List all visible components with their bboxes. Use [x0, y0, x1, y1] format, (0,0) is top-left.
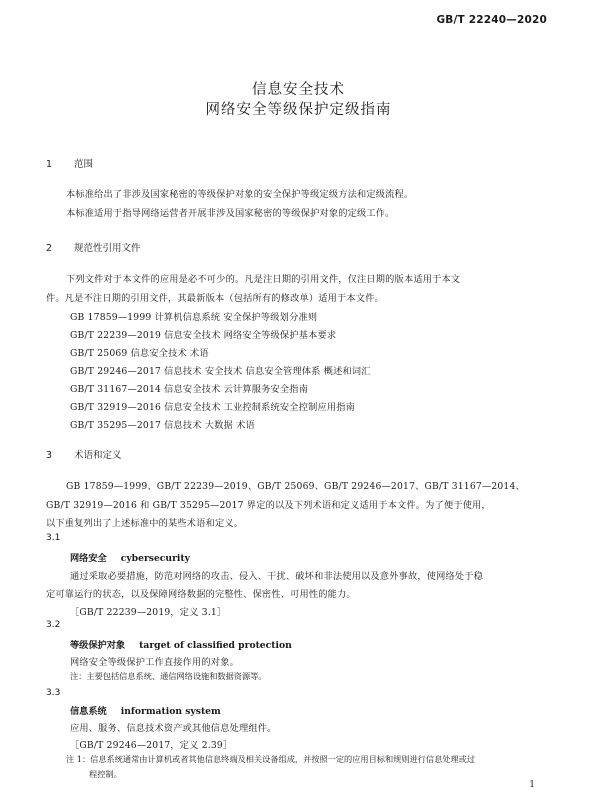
- section-number: 1: [46, 159, 53, 170]
- reference-item: GB 17859—1999 计算机信息系统 安全保护等级划分准则: [70, 312, 318, 323]
- title-line-2: 网络安全等级保护定级指南: [205, 102, 392, 118]
- paragraph: 以下重复列出了上述标准中的某些术语和定义。: [46, 518, 244, 529]
- reference-item: GB/T 35295—2017 信息技术 大数据 术语: [70, 420, 255, 431]
- reference-item: GB/T 25069 信息安全技术 术语: [70, 348, 209, 359]
- reference-item: GB/T 22239—2019 信息安全技术 网络安全等级保护基本要求: [70, 330, 337, 341]
- term-zh: 等级保护对象: [70, 640, 126, 651]
- term-en: information system: [120, 706, 221, 717]
- section-1-heading: [46, 156, 93, 170]
- section-title: 规范性引用文件: [74, 243, 141, 254]
- paragraph: GB 17859—1999、GB/T 22239—2019、GB/T 25069、GB/T 29246—2017、GB/T 31167—2014、: [66, 481, 525, 492]
- term-en: target of classified protection: [139, 640, 292, 651]
- paragraph: 件。凡是不注日期的引用文件，其最新版本（包括所有的修改单）适用于本文件。: [46, 293, 384, 304]
- term-source: ［GB/T 22239—2019，定义 3.1］: [70, 607, 227, 618]
- paragraph: 下列文件对于本文件的应用是必不可少的。凡是注日期的引用文件，仅注日期的版本适用于本文: [66, 274, 461, 285]
- standard-number: GB/T 22240—2020: [436, 14, 547, 26]
- term-number: 3.1: [46, 533, 61, 543]
- term-zh: 网络安全: [70, 553, 107, 564]
- reference-item: GB/T 29246—2017 信息技术 安全技术 信息安全管理体系 概述和词汇: [70, 366, 371, 377]
- term-heading: [70, 703, 221, 717]
- paragraph: 本标准适用于指导网络运营者开展非涉及国家秘密的等级保护对象的定级工作。: [66, 208, 395, 219]
- title-line-1: 信息安全技术: [252, 82, 345, 98]
- term-zh: 信息系统: [70, 706, 107, 717]
- term-en: cybersecurity: [120, 553, 190, 564]
- term-number: 3.3: [46, 688, 61, 698]
- term-number: 3.2: [46, 620, 61, 630]
- term-heading: [70, 550, 190, 564]
- reference-item: GB/T 32919—2016 信息安全技术 工业控制系统安全控制应用指南: [70, 402, 356, 413]
- section-2-heading: [46, 240, 141, 254]
- section-number: 2: [46, 243, 53, 254]
- section-title: 术语和定义: [74, 450, 122, 461]
- reference-item: GB/T 31167—2014 信息安全技术 云计算服务安全指南: [70, 384, 309, 395]
- term-source: ［GB/T 29246—2017，定义 2.39］: [70, 740, 233, 751]
- term-note: 程控制。: [89, 769, 122, 779]
- term-definition: 定可靠运行的状态，以及保障网络数据的完整性、保密性、可用性的能力。: [46, 589, 356, 600]
- term-heading: [70, 637, 292, 651]
- term-definition: 通过采取必要措施，防范对网络的攻击、侵入、干扰、破坏和非法使用以及意外事故，使网络处于稳: [70, 571, 484, 582]
- term-definition: 应用、服务、信息技术资产或其他信息处理组件。: [70, 723, 277, 734]
- section-number: 3: [46, 450, 53, 461]
- term-note: 注 1：信息系统通常由计算机或者其他信息终端及相关设备组成，并按照一定的应用目标和规则进行信息处理或过: [66, 754, 476, 764]
- paragraph: GB/T 32919—2016 和 GB/T 35295—2017 界定的以及下列术语和定义适用于本文件。为了便于使用，: [46, 500, 491, 511]
- section-3-heading: [46, 447, 122, 461]
- paragraph: 本标准给出了非涉及国家秘密的等级保护对象的安全保护等级定级方法和定级流程。: [66, 189, 414, 200]
- section-title: 范围: [74, 159, 94, 170]
- page-number: 1: [529, 780, 535, 790]
- term-definition: 网络安全等级保护工作直接作用的对象。: [70, 657, 239, 668]
- term-note: 注：主要包括信息系统、通信网络设施和数据资源等。: [70, 671, 267, 681]
